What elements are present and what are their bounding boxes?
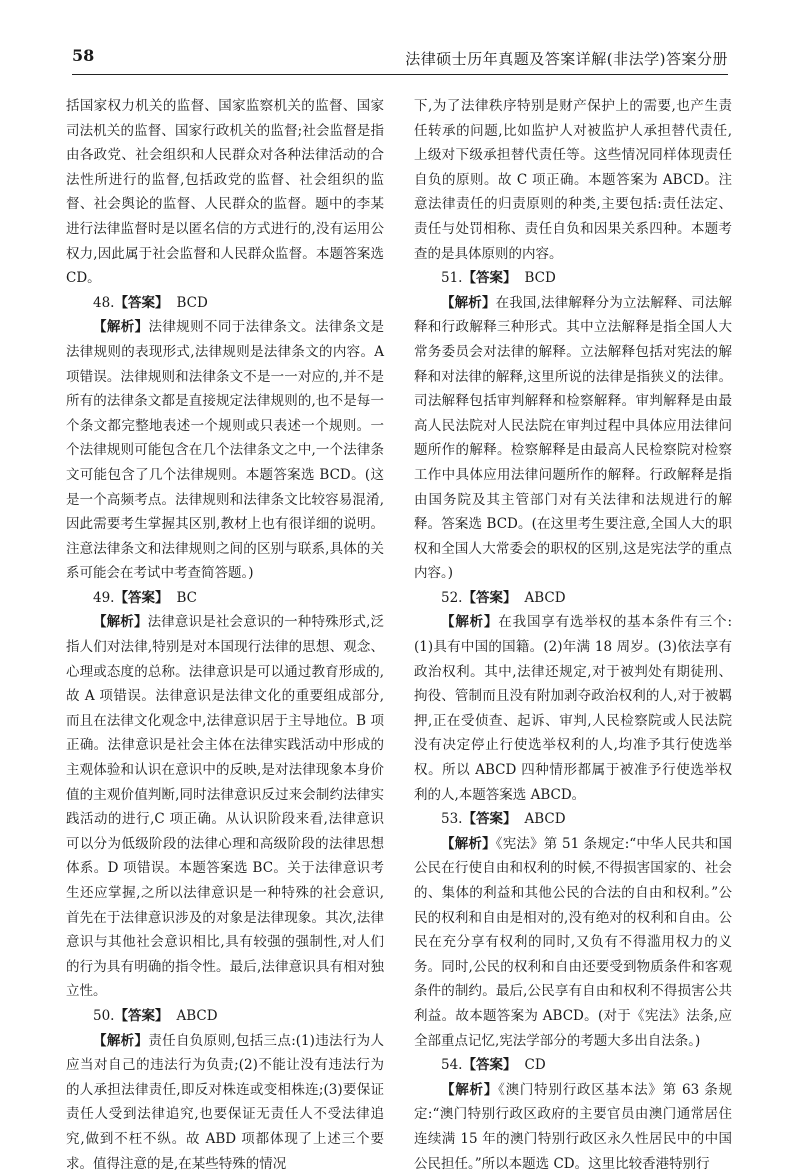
q53-analysis-label: 【解析】	[441, 835, 496, 852]
q50-analysis-label: 【解析】	[93, 1032, 149, 1049]
q49-number: 49.	[93, 589, 115, 606]
q51-answer-label: 【答案】	[462, 270, 517, 287]
q52-analysis	[414, 610, 732, 807]
q49-answer-label: 【答案】	[114, 589, 169, 606]
q50-answer	[66, 1004, 384, 1029]
q51-analysis-label: 【解析】	[441, 294, 496, 311]
q47-analysis-continuation: 括国家权力机关的监督、国家监察机关的监督、国家司法机关的监督、国家行政机关的监督;社会监督是指由各政党、社会组织和人民群众对各种法律活动的合法性所进行的监督,包括政党的监督、社会组织的监督、社会舆论的监督、人民群众的监督。题中的李某进行法律监督时是以匿名信的方式进行的,没有运用公权力,因此属于社会监督和人民群众监督。本题答案选 CD。	[66, 98, 384, 287]
q50-analysis-text: 责任自负原则,包括三点:(1)违法行为人应当对自己的违法行为负责;(2)不能让没有违法行为的人承担法律责任,即反对株连或变相株连;(3)要保证责任人受到法律追究,也要保证无责任人不受法律追究,做到不枉不纵。故 ABD 项都体现了上述三个要求。值得注意的是,在某些特殊的情况	[66, 1032, 384, 1172]
q52-number: 52.	[441, 589, 463, 606]
q54-answer-label: 【答案】	[462, 1057, 517, 1074]
q48-answer-label: 【答案】	[114, 294, 169, 311]
q54-analysis-text: 《澳门特别行政区基本法》第 63 条规定:“澳门特别行政区政府的主要官员由澳门通常居住连续满 15 年的澳门特别行政区永久性居民中的中国公民担任。”所以本题选 CD。这里比较香港特别行	[414, 1081, 733, 1172]
q52-analysis-text: 在我国享有选举权的基本条件有三个:(1)具有中国的国籍。(2)年满 18 周岁。(3)依法享有政治权利。其中,法律还规定,对于被判处有期徒刑、拘役、管制而且没有附加剥夺政治权利的人,对于被羁押,正在受侦查、起诉、审判,人民检察院或人民法院没有决定停止行使选举权利的人,均准予其行使选举权。所以 ABCD 四种情形都属于被准予行使选举权利的人,本题答案选 ABCD。	[414, 614, 732, 803]
q53-answer-label: 【答案】	[462, 811, 517, 828]
q52-analysis-label: 【解析】	[441, 614, 499, 631]
q54-answer-value: CD	[524, 1057, 546, 1074]
q54-analysis-label: 【解析】	[441, 1081, 499, 1098]
page-number: 58	[72, 46, 95, 65]
q52-answer-value: ABCD	[524, 589, 566, 606]
q53-analysis-text: 《宪法》第 51 条规定:“中华人民共和国公民在行使自由和权利的时候,不得损害国家的、社会的、集体的利益和其他公民的合法的自由和权利。”公民的权利和自由是相对的,没有绝对的权利和自由。公民在充分享有权利的同时,又负有不得滥用权力的义务。同时,公民的权利和自由还要受到物质条件和客观条件的制约。最后,公民享有自由和权利不得损害公共利益。故本题答案为 ABCD。(对于《宪法》法条,应全部重点记忆,宪法学部分的考题大多出自法条。)	[414, 835, 733, 1049]
q53-answer	[414, 807, 732, 832]
q49-analysis-label: 【解析】	[93, 614, 148, 631]
q49-analysis-text: 法律意识是社会意识的一种特殊形式,泛指人们对法律,特别是对本国现行法律的思想、观念、心理或态度的总称。法律意识是可以通过教育形成的,故 A 项错误。法律意识是法律文化的重要组成部分,而且在法律文化观念中,法律意识居于主导地位。B 项正确。法律意识是社会主体在法律实践活动中形成的主观体验和认识在意识中的反映,是对法律现象本身价值的主观价值判断,同时法律意识反过来会制约法律实践活动的进行,C 项正确。从认识阶段来看,法律意识可以分为低级阶段的法律心理和高级阶段的法律思想体系。D 项错误。本题答案选 BC。关于法律意识考生还应掌握,之所以法律意识是一种特殊的社会意识,首先在于法律意识涉及的对象是法律现象。其次,法律意识与其他社会意识相比,具有较强的强制性,对人们的行为具有明确的指令性。最后,法律意识具有相对独立性。	[66, 614, 385, 1000]
q51-answer	[414, 266, 732, 291]
page-header	[72, 44, 728, 75]
q49-analysis	[66, 610, 384, 1004]
q51-number: 51.	[441, 270, 463, 287]
q51-analysis-text: 在我国,法律解释分为立法解释、司法解释和行政解释三种形式。其中立法解释是指全国人大常务委员会对法律的解释。立法解释包括对宪法的解释和对法律的解释,这里所说的法律是指狭义的法律。司法解释包括审判解释和检察解释。审判解释是由最高人民法院对人民法院在审判过程中具体应用法律问题所作的解释。检察解释是由最高人民检察院对检察工作中具体应用法律问题所作的解释。行政解释是指由国务院及其主管部门对有关法律和法规进行的解释。答案选 BCD。(在这里考生要注意,全国人大的职权和全国人大常委会的职权的区别,这是宪法学的重点内容。)	[414, 294, 733, 582]
q51-analysis	[414, 291, 732, 586]
q48-number: 48.	[93, 294, 115, 311]
q49-answer	[66, 586, 384, 611]
q54-number: 54.	[441, 1057, 463, 1074]
q52-answer-label: 【答案】	[462, 589, 517, 606]
q52-answer	[414, 586, 732, 611]
left-column	[66, 94, 384, 1176]
q54-answer	[414, 1053, 732, 1078]
running-title: 法律硕士历年真题及答案详解(非法学)答案分册	[405, 50, 728, 68]
q50-answer-label: 【答案】	[114, 1007, 169, 1024]
q54-analysis	[414, 1078, 732, 1176]
q48-analysis-label: 【解析】	[93, 319, 149, 336]
q50-number: 50.	[93, 1007, 115, 1024]
q48-answer	[66, 291, 384, 316]
q51-answer-value: BCD	[524, 270, 556, 287]
right-column	[414, 94, 732, 1176]
q50-analysis	[66, 1029, 384, 1176]
q48-analysis	[66, 315, 384, 586]
q53-analysis	[414, 832, 732, 1053]
q49-answer-value: BC	[176, 589, 197, 606]
q48-analysis-text: 法律规则不同于法律条文。法律条文是法律规则的表现形式,法律规则是法律条文的内容。A 项错误。法律规则和法律条文不是一一对应的,并不是所有的法律条文都是直接规定法律规则的,也不是每一个条文都完整地表述一个规则或只表述一个规则。一个法律规则可能包含在几个法律条文之中,一个法律条文可能包含了几个法律规则。本题答案选 BCD。(这是一个高频考点。法律规则和法律条文比较容易混淆,因此需要考生掌握其区别,教材上也有很详细的说明。注意法律条文和法律规则之间的区别与联系,具体的关系可能会在考试中考查简答题。)	[66, 319, 384, 582]
q50-answer-value: ABCD	[176, 1007, 218, 1024]
q53-answer-value: ABCD	[524, 811, 566, 828]
q50-analysis-continuation: 下,为了法律秩序特别是财产保护上的需要,也产生责任转承的问题,比如监护人对被监护人承担替代责任,上级对下级承担替代责任等。这些情况同样体现责任自负的原则。故 C 项正确。本题答案为 ABCD。注意法律责任的归责原则的种类,主要包括:责任法定、责任与处罚相称、责任自负和因果关系四种。本题考查的是具体原则的内容。	[414, 98, 732, 262]
q48-answer-value: BCD	[176, 294, 208, 311]
q53-number: 53.	[441, 811, 463, 828]
